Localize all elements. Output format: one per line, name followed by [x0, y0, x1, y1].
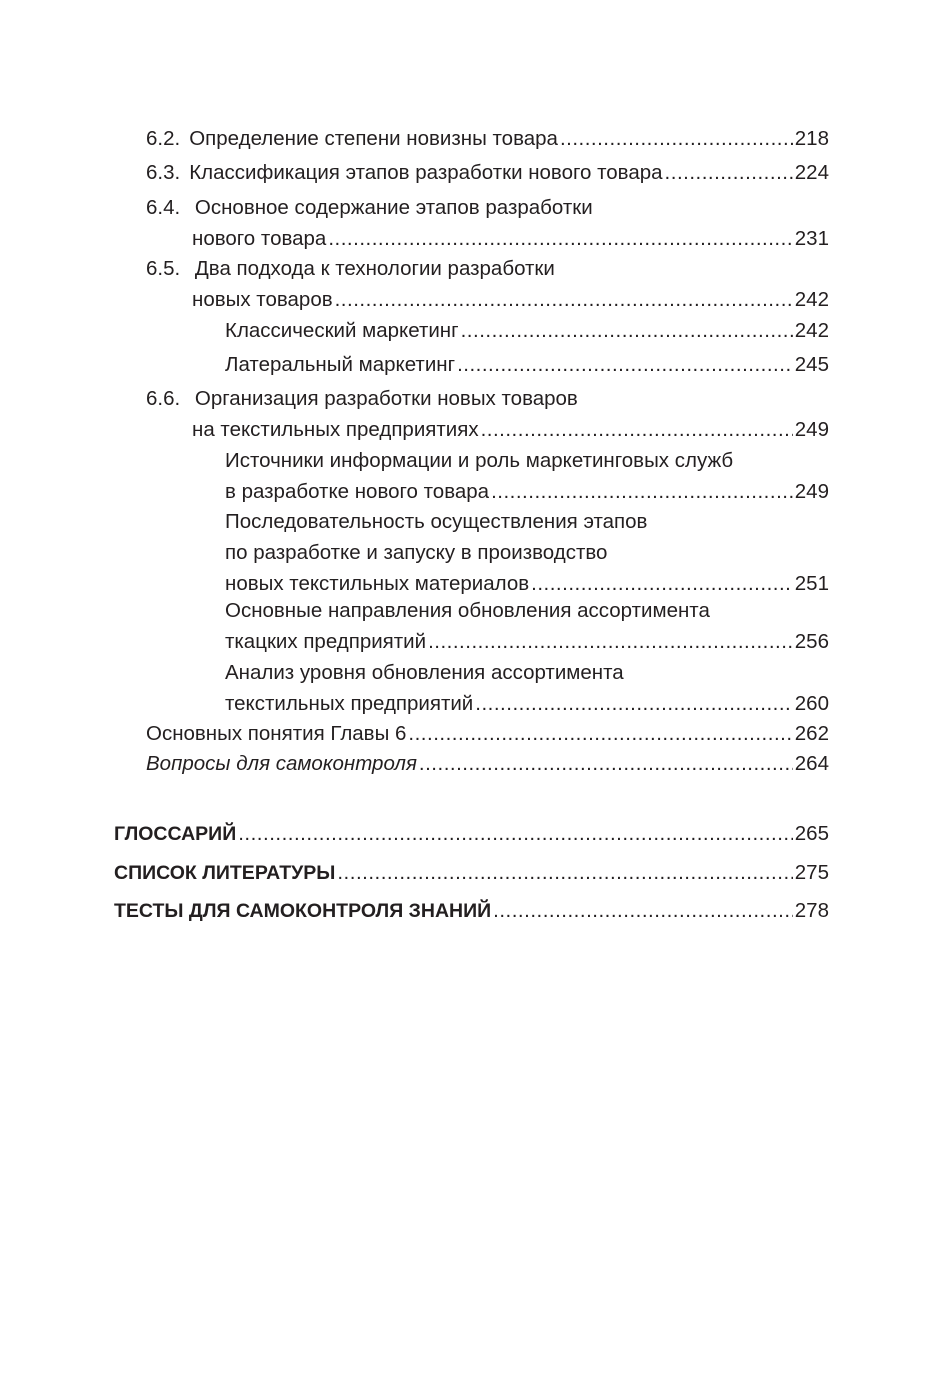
entry-title-cont: текстильных предприятий: [225, 692, 474, 715]
entry-title: Последовательность осуществления этапов: [225, 510, 648, 533]
dot-leader: [419, 748, 793, 779]
page-number: 262: [794, 722, 829, 745]
entry-title: Организация разработки новых товаров: [194, 387, 578, 410]
toc-entry-sequence: [225, 506, 829, 599]
entry-title-cont: в разработке нового товара: [225, 480, 490, 503]
entry-title: Латеральный маркетинг: [225, 353, 456, 376]
entry-title-cont: нового товара: [192, 227, 327, 250]
toc-entry-analysis: [225, 657, 829, 719]
dot-leader: [481, 414, 793, 445]
toc-entry-lateral-marketing: [225, 349, 829, 380]
entry-title-cont: новых текстильных материалов: [225, 572, 530, 595]
entry-title: Основные направления обновления ассортимента: [225, 599, 710, 622]
entry-number: 6.2.: [146, 127, 181, 150]
dot-leader: [328, 223, 792, 254]
toc-entry-bibliography: [114, 857, 829, 888]
page-number: 249: [794, 418, 829, 441]
page-number: 278: [794, 899, 829, 922]
toc-entry-key-concepts: [146, 718, 829, 749]
entry-number: 6.4.: [146, 196, 181, 219]
dot-leader: [337, 857, 792, 888]
page-number: 249: [794, 480, 829, 503]
dot-leader: [238, 818, 793, 849]
entry-title: Определение степени новизны товара: [189, 127, 558, 150]
toc-entry-classic-marketing: [225, 315, 829, 346]
entry-title: Вопросы для самоконтроля: [146, 752, 417, 775]
entry-title-cont: ткацких предприятий: [225, 630, 427, 653]
dot-leader: [408, 718, 792, 749]
entry-title: ТЕСТЫ ДЛЯ САМОКОНТРОЛЯ ЗНАНИЙ: [114, 900, 492, 922]
toc-entry-6-4: [146, 192, 829, 254]
page-number: 224: [794, 161, 829, 184]
page-number: 265: [794, 822, 829, 845]
entry-title: Основное содержание этапов разработки: [194, 196, 593, 219]
entry-title: Анализ уровня обновления ассортимента: [225, 661, 624, 684]
entry-title: Основных понятия Главы 6: [146, 722, 407, 745]
dot-leader: [665, 157, 793, 188]
entry-title-cont: на текстильных предприятиях: [192, 418, 479, 441]
entry-title: Два подхода к технологии разработки: [194, 257, 555, 280]
page-number: 264: [794, 752, 829, 775]
entry-title: Источники информации и роль маркетинговых служб: [225, 449, 734, 472]
entry-title: СПИСОК ЛИТЕРАТУРЫ: [114, 862, 336, 884]
entry-number: 6.6.: [146, 387, 181, 410]
toc-entry-glossary: [114, 818, 829, 849]
dot-leader: [493, 895, 793, 926]
dot-leader: [457, 349, 793, 380]
entry-title: Классификация этапов разработки нового товара: [189, 161, 663, 184]
page-number: 218: [794, 127, 829, 150]
entry-number: 6.5.: [146, 257, 181, 280]
entry-title: Классический маркетинг: [225, 319, 459, 342]
dot-leader: [428, 626, 793, 657]
dot-leader: [461, 315, 793, 346]
page-number: 242: [794, 288, 829, 311]
page-number: 275: [794, 861, 829, 884]
toc-entry-tests: [114, 895, 829, 926]
toc-entry-main-directions: [225, 595, 829, 657]
toc-entry-6-2: [146, 123, 829, 154]
page-number: 231: [794, 227, 829, 250]
entry-title: ГЛОССАРИЙ: [114, 823, 237, 845]
entry-number: 6.3.: [146, 161, 181, 184]
dot-leader: [491, 476, 793, 507]
entry-title-cont: по разработке и запуску в производство: [225, 541, 608, 564]
page-number: 256: [794, 630, 829, 653]
toc-entry-6-5: [146, 253, 829, 315]
toc-entry-6-6: [146, 383, 829, 445]
toc-entry-info-sources: [225, 445, 829, 507]
dot-leader: [335, 284, 793, 315]
dot-leader: [475, 688, 793, 719]
toc-entry-self-check-questions: [146, 748, 829, 779]
toc-entry-6-3: [146, 157, 829, 188]
page-number: 245: [794, 353, 829, 376]
dot-leader: [560, 123, 793, 154]
page-number: 251: [794, 572, 829, 595]
entry-title-cont: новых товаров: [192, 288, 333, 311]
page-number: 242: [794, 319, 829, 342]
page-number: 260: [794, 692, 829, 715]
